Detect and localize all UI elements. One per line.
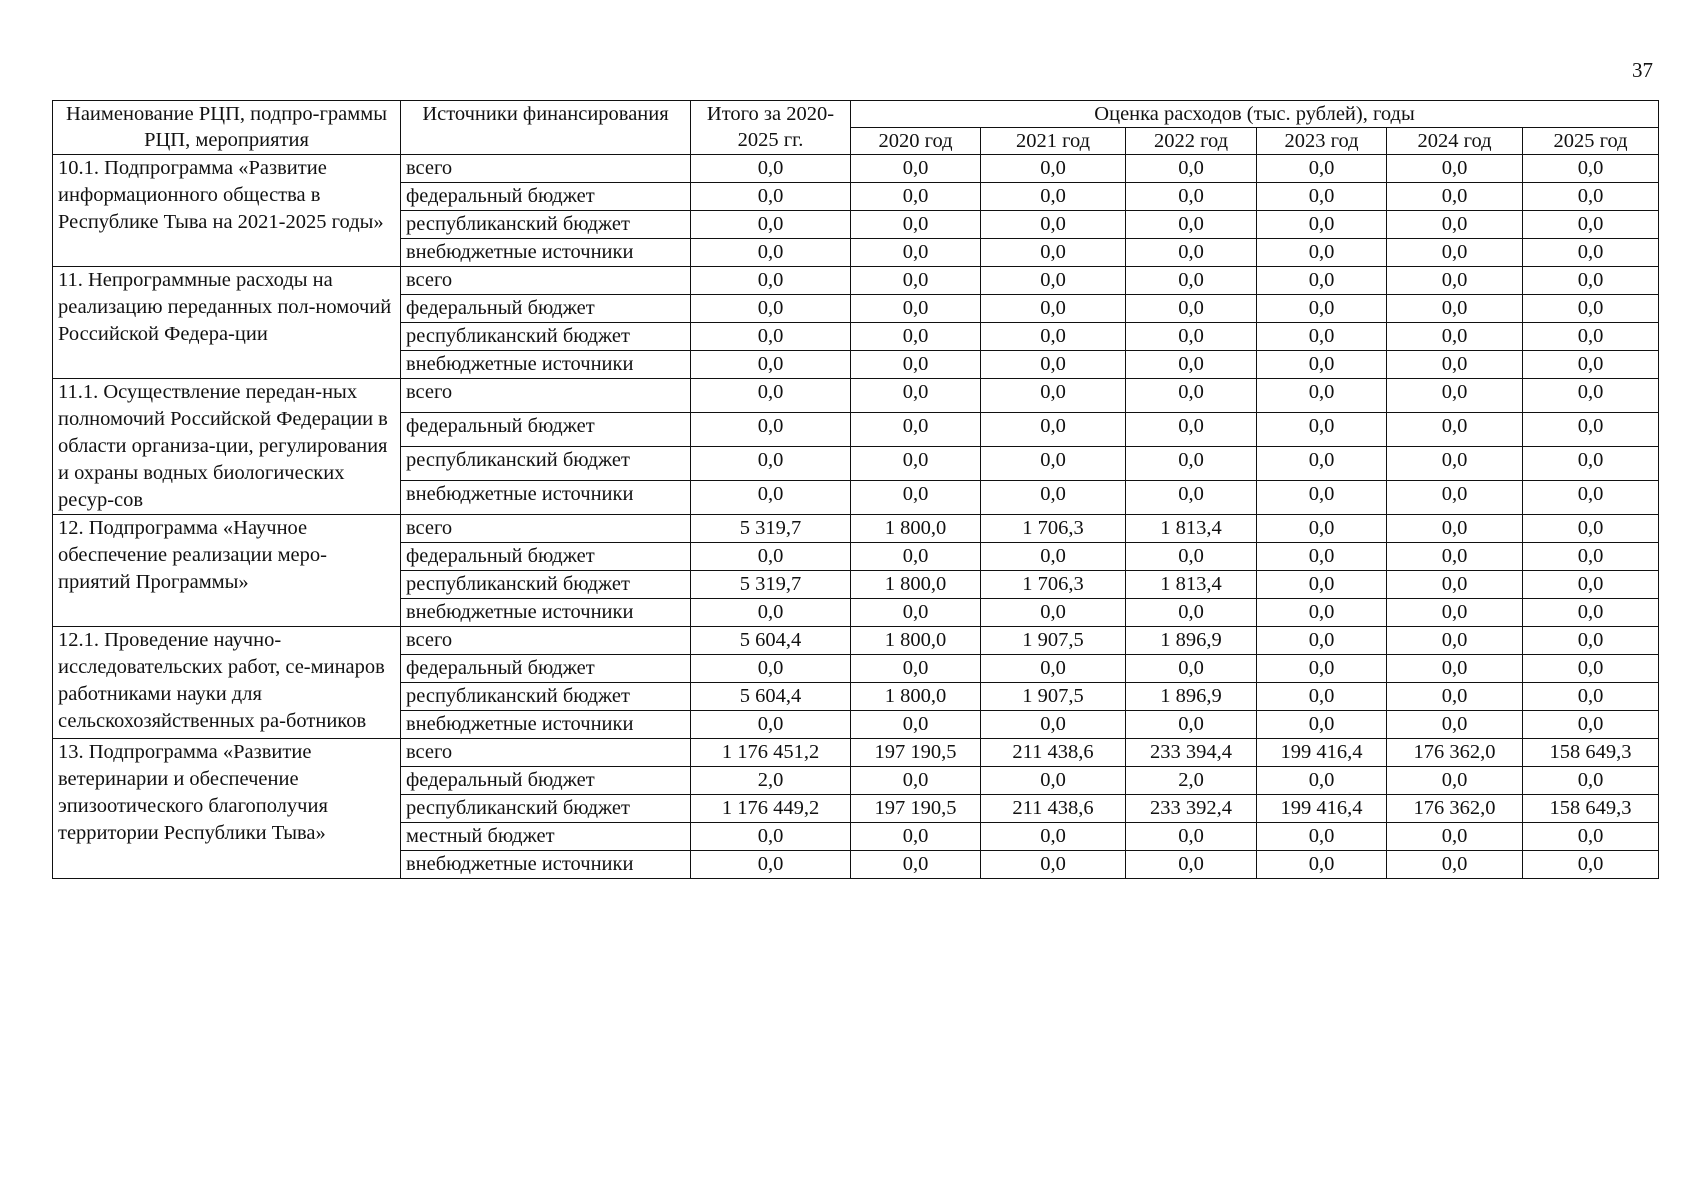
year-value-cell: 0,0 [1387, 211, 1523, 239]
year-value-cell: 0,0 [1523, 379, 1659, 413]
year-value-cell: 0,0 [1523, 683, 1659, 711]
funding-source-cell: внебюджетные источники [401, 851, 691, 879]
total-value-cell: 0,0 [691, 851, 851, 879]
total-value-cell: 0,0 [691, 239, 851, 267]
year-value-cell: 0,0 [851, 447, 981, 481]
total-value-cell: 5 319,7 [691, 515, 851, 543]
total-value-cell: 1 176 451,2 [691, 739, 851, 767]
year-value-cell: 0,0 [981, 295, 1126, 323]
funding-source-cell: республиканский бюджет [401, 211, 691, 239]
year-value-cell: 0,0 [1387, 323, 1523, 351]
year-value-cell: 0,0 [1387, 767, 1523, 795]
header-year: 2022 год [1126, 128, 1257, 155]
year-value-cell: 0,0 [851, 379, 981, 413]
year-value-cell: 0,0 [1126, 379, 1257, 413]
year-value-cell: 176 362,0 [1387, 739, 1523, 767]
total-value-cell: 0,0 [691, 155, 851, 183]
year-value-cell: 0,0 [851, 267, 981, 295]
year-value-cell: 0,0 [1257, 655, 1387, 683]
year-value-cell: 0,0 [1126, 323, 1257, 351]
year-value-cell: 0,0 [1523, 571, 1659, 599]
year-value-cell: 0,0 [1126, 655, 1257, 683]
year-value-cell: 0,0 [1257, 515, 1387, 543]
year-value-cell: 1 706,3 [981, 571, 1126, 599]
year-value-cell: 1 813,4 [1126, 515, 1257, 543]
year-value-cell: 0,0 [1387, 655, 1523, 683]
header-year: 2025 год [1523, 128, 1659, 155]
funding-source-cell: федеральный бюджет [401, 183, 691, 211]
year-value-cell: 199 416,4 [1257, 739, 1387, 767]
year-value-cell: 0,0 [981, 239, 1126, 267]
year-value-cell: 0,0 [1257, 239, 1387, 267]
year-value-cell: 1 813,4 [1126, 571, 1257, 599]
year-value-cell: 0,0 [851, 155, 981, 183]
year-value-cell: 0,0 [851, 323, 981, 351]
header-name-column: Наименование РЦП, подпро-граммы РЦП, мероприятия [53, 101, 401, 155]
funding-source-cell: внебюджетные источники [401, 711, 691, 739]
year-value-cell: 0,0 [1523, 323, 1659, 351]
year-value-cell: 0,0 [1257, 767, 1387, 795]
year-value-cell: 0,0 [1257, 183, 1387, 211]
year-value-cell: 0,0 [1387, 413, 1523, 447]
funding-source-cell: внебюджетные источники [401, 481, 691, 515]
year-value-cell: 0,0 [1126, 211, 1257, 239]
year-value-cell: 0,0 [1257, 267, 1387, 295]
funding-source-cell: всего [401, 627, 691, 655]
year-value-cell: 0,0 [1387, 481, 1523, 515]
year-value-cell: 0,0 [1257, 379, 1387, 413]
program-name-cell: 13. Подпрограмма «Развитие ветеринарии и обеспечение эпизоотического благополучия территории Республики Тыва» [53, 739, 401, 879]
total-value-cell: 0,0 [691, 599, 851, 627]
year-value-cell: 0,0 [1523, 711, 1659, 739]
year-value-cell: 0,0 [1523, 851, 1659, 879]
header-year: 2023 год [1257, 128, 1387, 155]
year-value-cell: 0,0 [1257, 627, 1387, 655]
year-value-cell: 0,0 [1523, 515, 1659, 543]
funding-source-cell: внебюджетные источники [401, 239, 691, 267]
table-row [53, 515, 1659, 543]
table-header [53, 101, 1659, 155]
year-value-cell: 0,0 [981, 851, 1126, 879]
year-value-cell: 0,0 [1523, 295, 1659, 323]
year-value-cell: 158 649,3 [1523, 795, 1659, 823]
year-value-cell: 0,0 [1257, 323, 1387, 351]
funding-source-cell: всего [401, 155, 691, 183]
year-value-cell: 0,0 [1257, 295, 1387, 323]
year-value-cell: 0,0 [981, 711, 1126, 739]
year-value-cell: 0,0 [1126, 823, 1257, 851]
year-value-cell: 0,0 [1257, 413, 1387, 447]
table-row [53, 267, 1659, 295]
program-name-cell: 11.1. Осуществление передан-ных полномочий Российской Федерации в области организа-ции, регулирования и охраны водных биологических ресур-сов [53, 379, 401, 515]
header-years-group: Оценка расходов (тыс. рублей), годы [851, 101, 1659, 128]
funding-source-cell: республиканский бюджет [401, 323, 691, 351]
year-value-cell: 0,0 [981, 211, 1126, 239]
year-value-cell: 0,0 [1257, 683, 1387, 711]
year-value-cell: 0,0 [1257, 211, 1387, 239]
year-value-cell: 0,0 [1523, 627, 1659, 655]
year-value-cell: 0,0 [1257, 543, 1387, 571]
year-value-cell: 0,0 [1523, 823, 1659, 851]
year-value-cell: 0,0 [851, 295, 981, 323]
year-value-cell: 0,0 [851, 351, 981, 379]
header-year: 2021 год [981, 128, 1126, 155]
table-body [53, 155, 1659, 879]
year-value-cell: 0,0 [981, 599, 1126, 627]
year-value-cell: 0,0 [981, 351, 1126, 379]
table-row [53, 627, 1659, 655]
funding-source-cell: республиканский бюджет [401, 795, 691, 823]
year-value-cell: 1 800,0 [851, 627, 981, 655]
total-value-cell: 1 176 449,2 [691, 795, 851, 823]
year-value-cell: 0,0 [1523, 767, 1659, 795]
year-value-cell: 0,0 [981, 543, 1126, 571]
year-value-cell: 0,0 [851, 239, 981, 267]
total-value-cell: 2,0 [691, 767, 851, 795]
year-value-cell: 0,0 [851, 767, 981, 795]
year-value-cell: 0,0 [1257, 481, 1387, 515]
year-value-cell: 0,0 [1126, 239, 1257, 267]
year-value-cell: 0,0 [1126, 599, 1257, 627]
year-value-cell: 0,0 [1257, 599, 1387, 627]
year-value-cell: 0,0 [1523, 155, 1659, 183]
program-name-cell: 10.1. Подпрограмма «Развитие информационного общества в Республике Тыва на 2021-2025 годы» [53, 155, 401, 267]
year-value-cell: 0,0 [1523, 481, 1659, 515]
year-value-cell: 0,0 [1257, 571, 1387, 599]
year-value-cell: 0,0 [981, 323, 1126, 351]
year-value-cell: 0,0 [1126, 447, 1257, 481]
year-value-cell: 0,0 [1257, 447, 1387, 481]
year-value-cell: 1 800,0 [851, 683, 981, 711]
year-value-cell: 0,0 [1126, 155, 1257, 183]
total-value-cell: 0,0 [691, 447, 851, 481]
total-value-cell: 0,0 [691, 655, 851, 683]
year-value-cell: 0,0 [851, 543, 981, 571]
funding-source-cell: федеральный бюджет [401, 295, 691, 323]
year-value-cell: 158 649,3 [1523, 739, 1659, 767]
year-value-cell: 211 438,6 [981, 739, 1126, 767]
year-value-cell: 0,0 [1126, 351, 1257, 379]
header-total-column: Итого за 2020-2025 гг. [691, 101, 851, 155]
year-value-cell: 0,0 [851, 851, 981, 879]
year-value-cell: 0,0 [1126, 295, 1257, 323]
year-value-cell: 2,0 [1126, 767, 1257, 795]
funding-source-cell: всего [401, 267, 691, 295]
funding-source-cell: всего [401, 379, 691, 413]
year-value-cell: 0,0 [851, 481, 981, 515]
year-value-cell: 1 706,3 [981, 515, 1126, 543]
year-value-cell: 0,0 [981, 481, 1126, 515]
year-value-cell: 0,0 [1387, 351, 1523, 379]
year-value-cell: 1 896,9 [1126, 627, 1257, 655]
year-value-cell: 197 190,5 [851, 795, 981, 823]
total-value-cell: 0,0 [691, 379, 851, 413]
total-value-cell: 5 604,4 [691, 627, 851, 655]
year-value-cell: 233 394,4 [1126, 739, 1257, 767]
total-value-cell: 0,0 [691, 211, 851, 239]
year-value-cell: 1 907,5 [981, 627, 1126, 655]
year-value-cell: 0,0 [1387, 571, 1523, 599]
year-value-cell: 0,0 [1126, 481, 1257, 515]
funding-source-cell: федеральный бюджет [401, 413, 691, 447]
funding-source-cell: внебюджетные источники [401, 599, 691, 627]
funding-source-cell: федеральный бюджет [401, 767, 691, 795]
year-value-cell: 0,0 [1523, 543, 1659, 571]
year-value-cell: 0,0 [1126, 267, 1257, 295]
year-value-cell: 0,0 [981, 823, 1126, 851]
funding-source-cell: всего [401, 515, 691, 543]
year-value-cell: 1 907,5 [981, 683, 1126, 711]
year-value-cell: 233 392,4 [1126, 795, 1257, 823]
total-value-cell: 0,0 [691, 543, 851, 571]
year-value-cell: 0,0 [851, 211, 981, 239]
year-value-cell: 0,0 [1387, 543, 1523, 571]
table-row [53, 379, 1659, 413]
year-value-cell: 0,0 [1387, 239, 1523, 267]
year-value-cell: 0,0 [1126, 413, 1257, 447]
total-value-cell: 0,0 [691, 323, 851, 351]
program-name-cell: 12.1. Проведение научно-исследовательских работ, се-минаров работниками науки для сельскохозяйственных ра-ботников [53, 627, 401, 739]
funding-source-cell: всего [401, 739, 691, 767]
year-value-cell: 0,0 [1126, 183, 1257, 211]
year-value-cell: 1 800,0 [851, 571, 981, 599]
year-value-cell: 0,0 [1387, 823, 1523, 851]
year-value-cell: 211 438,6 [981, 795, 1126, 823]
year-value-cell: 0,0 [1387, 711, 1523, 739]
header-source-column: Источники финансирования [401, 101, 691, 155]
year-value-cell: 0,0 [1257, 851, 1387, 879]
year-value-cell: 0,0 [1387, 295, 1523, 323]
year-value-cell: 176 362,0 [1387, 795, 1523, 823]
funding-source-cell: федеральный бюджет [401, 655, 691, 683]
year-value-cell: 0,0 [1387, 627, 1523, 655]
year-value-cell: 0,0 [851, 413, 981, 447]
year-value-cell: 0,0 [1523, 599, 1659, 627]
year-value-cell: 0,0 [1387, 447, 1523, 481]
year-value-cell: 0,0 [1523, 183, 1659, 211]
year-value-cell: 0,0 [1387, 515, 1523, 543]
year-value-cell: 0,0 [981, 155, 1126, 183]
funding-source-cell: республиканский бюджет [401, 683, 691, 711]
year-value-cell: 0,0 [1126, 543, 1257, 571]
funding-source-cell: местный бюджет [401, 823, 691, 851]
table-row [53, 739, 1659, 767]
total-value-cell: 0,0 [691, 267, 851, 295]
year-value-cell: 0,0 [1523, 211, 1659, 239]
year-value-cell: 0,0 [1387, 155, 1523, 183]
year-value-cell: 0,0 [1387, 851, 1523, 879]
year-value-cell: 0,0 [1257, 823, 1387, 851]
year-value-cell: 0,0 [1257, 351, 1387, 379]
program-name-cell: 12. Подпрограмма «Научное обеспечение реализации меро-приятий Программы» [53, 515, 401, 627]
total-value-cell: 0,0 [691, 183, 851, 211]
year-value-cell: 0,0 [1257, 155, 1387, 183]
total-value-cell: 0,0 [691, 481, 851, 515]
header-year: 2024 год [1387, 128, 1523, 155]
table-row [53, 155, 1659, 183]
year-value-cell: 1 800,0 [851, 515, 981, 543]
year-value-cell: 0,0 [851, 183, 981, 211]
year-value-cell: 0,0 [1126, 851, 1257, 879]
year-value-cell: 0,0 [1257, 711, 1387, 739]
program-name-cell: 11. Непрограммные расходы на реализацию переданных пол-номочий Российской Федера-ции [53, 267, 401, 379]
year-value-cell: 199 416,4 [1257, 795, 1387, 823]
funding-source-cell: внебюджетные источники [401, 351, 691, 379]
year-value-cell: 1 896,9 [1126, 683, 1257, 711]
year-value-cell: 0,0 [1387, 183, 1523, 211]
year-value-cell: 0,0 [981, 379, 1126, 413]
year-value-cell: 0,0 [1523, 351, 1659, 379]
total-value-cell: 0,0 [691, 823, 851, 851]
year-value-cell: 0,0 [1387, 683, 1523, 711]
year-value-cell: 0,0 [1523, 413, 1659, 447]
total-value-cell: 0,0 [691, 351, 851, 379]
funding-source-cell: республиканский бюджет [401, 447, 691, 481]
year-value-cell: 0,0 [981, 413, 1126, 447]
year-value-cell: 0,0 [1387, 599, 1523, 627]
header-year: 2020 год [851, 128, 981, 155]
funding-source-cell: федеральный бюджет [401, 543, 691, 571]
page-number: 37 [1632, 58, 1653, 82]
year-value-cell: 0,0 [1523, 267, 1659, 295]
year-value-cell: 0,0 [981, 183, 1126, 211]
year-value-cell: 0,0 [981, 267, 1126, 295]
year-value-cell: 0,0 [851, 599, 981, 627]
year-value-cell: 0,0 [981, 767, 1126, 795]
year-value-cell: 0,0 [1126, 711, 1257, 739]
year-value-cell: 0,0 [981, 447, 1126, 481]
year-value-cell: 0,0 [981, 655, 1126, 683]
total-value-cell: 0,0 [691, 295, 851, 323]
total-value-cell: 0,0 [691, 711, 851, 739]
year-value-cell: 0,0 [1387, 379, 1523, 413]
year-value-cell: 0,0 [851, 823, 981, 851]
year-value-cell: 0,0 [1523, 655, 1659, 683]
total-value-cell: 5 319,7 [691, 571, 851, 599]
year-value-cell: 0,0 [851, 655, 981, 683]
year-value-cell: 0,0 [1523, 239, 1659, 267]
year-value-cell: 0,0 [851, 711, 981, 739]
year-value-cell: 197 190,5 [851, 739, 981, 767]
total-value-cell: 0,0 [691, 413, 851, 447]
budget-table [52, 100, 1659, 879]
year-value-cell: 0,0 [1387, 267, 1523, 295]
total-value-cell: 5 604,4 [691, 683, 851, 711]
year-value-cell: 0,0 [1523, 447, 1659, 481]
funding-source-cell: республиканский бюджет [401, 571, 691, 599]
